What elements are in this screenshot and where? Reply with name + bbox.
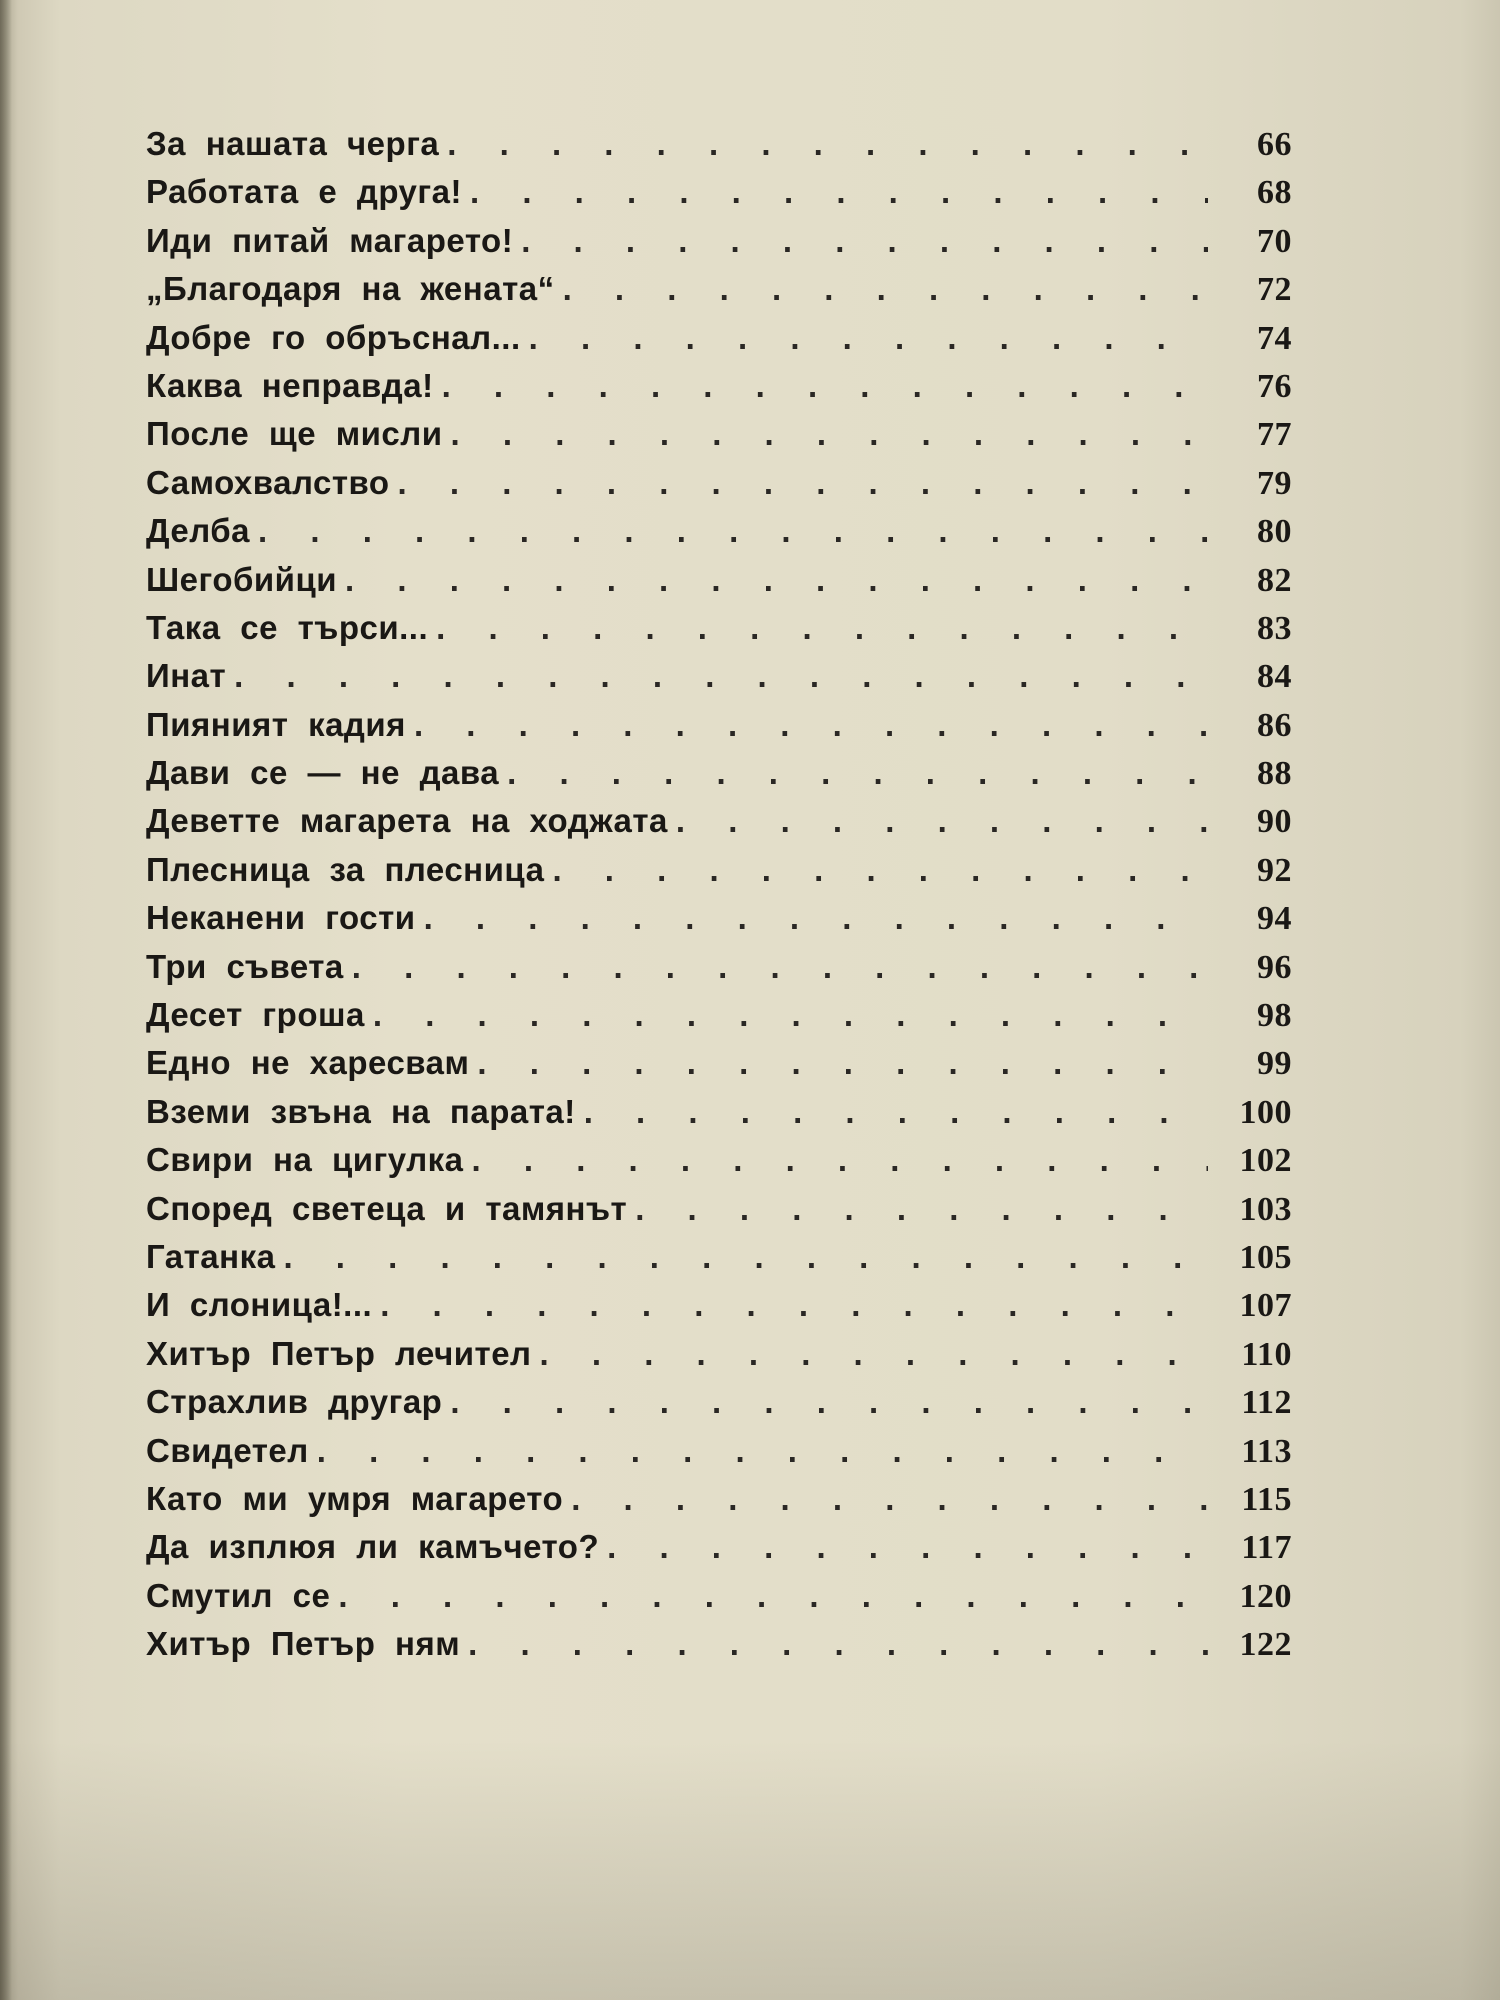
toc-entry-title: Шегобийци xyxy=(146,560,338,598)
toc-entry-page: 110 xyxy=(1241,1335,1292,1373)
toc-entry-page: 74 xyxy=(1257,319,1292,357)
toc-entry-page: 94 xyxy=(1257,900,1292,938)
toc-entry-page: 105 xyxy=(1239,1238,1292,1276)
dot-leader xyxy=(584,1093,1208,1131)
toc-entry-title: Пияният кадия xyxy=(146,705,406,743)
toc-entry-title: Да изплюя ли камъчето? xyxy=(146,1528,600,1566)
toc-entry-title: Самохвалство xyxy=(146,463,390,501)
dot-leader xyxy=(447,125,1208,163)
toc-entry-title: За нашата черга xyxy=(146,125,440,162)
toc-entry xyxy=(146,1528,1292,1576)
dot-leader xyxy=(373,996,1208,1034)
toc-entry-title: Три съвета xyxy=(146,947,344,985)
toc-entry xyxy=(146,609,1292,657)
toc-entry-page: 86 xyxy=(1257,706,1292,744)
toc-entry xyxy=(146,1190,1292,1238)
toc-entry xyxy=(146,706,1292,754)
toc-entry xyxy=(146,125,1292,173)
toc-entry xyxy=(146,1480,1292,1528)
toc-entry xyxy=(146,1093,1292,1141)
toc-entry-page: 92 xyxy=(1257,851,1292,889)
dot-leader xyxy=(398,464,1208,502)
toc-entry-title: Гатанка xyxy=(146,1237,276,1275)
toc-entry xyxy=(146,754,1292,802)
toc-entry xyxy=(146,512,1292,560)
toc-entry-page: 113 xyxy=(1241,1432,1292,1470)
dot-leader xyxy=(676,802,1208,840)
dot-leader xyxy=(380,1286,1208,1324)
toc-entry xyxy=(146,1238,1292,1286)
toc-entry xyxy=(146,657,1292,705)
toc-entry-title: Според светеца и тамянът xyxy=(146,1189,628,1227)
toc-entry xyxy=(146,1141,1292,1189)
toc-entry-page: 96 xyxy=(1257,948,1292,986)
toc-entry xyxy=(146,561,1292,609)
dot-leader xyxy=(472,1141,1208,1179)
dot-leader xyxy=(436,609,1208,647)
toc-entry-page: 79 xyxy=(1257,464,1292,502)
toc-entry-title: Делба xyxy=(146,512,251,550)
toc-entry-page: 82 xyxy=(1257,561,1292,599)
toc-entry-page: 77 xyxy=(1257,416,1292,454)
dot-leader xyxy=(470,173,1208,211)
dot-leader xyxy=(234,657,1208,695)
toc-entry xyxy=(146,270,1292,318)
toc-entry xyxy=(146,948,1292,996)
dot-leader xyxy=(571,1480,1208,1518)
dot-leader xyxy=(451,415,1208,453)
toc-entry-page: 70 xyxy=(1257,222,1292,260)
toc-entry xyxy=(146,222,1292,270)
toc-entry-title: Хитър Петър лечител xyxy=(146,1334,532,1372)
dot-leader xyxy=(414,706,1208,744)
toc-entry-page: 72 xyxy=(1257,271,1292,309)
toc-entry-title: Вземи звъна на парата! xyxy=(146,1092,576,1130)
toc-entry-page: 76 xyxy=(1257,367,1292,405)
toc-entry xyxy=(146,1577,1292,1625)
toc-entry-title: Деветте магарета на ходжата xyxy=(146,802,668,840)
toc-entry xyxy=(146,851,1292,899)
dot-leader xyxy=(607,1528,1208,1566)
toc-entry xyxy=(146,319,1292,367)
toc-entry-title: И слоница!... xyxy=(146,1286,373,1324)
dot-leader xyxy=(540,1335,1208,1373)
toc-entry-title: Свидетел xyxy=(146,1431,309,1469)
dot-leader xyxy=(317,1432,1208,1470)
table-of-contents xyxy=(146,125,1292,1674)
toc-entry-page: 66 xyxy=(1257,126,1292,163)
toc-entry-title: Като ми умря магарето xyxy=(146,1479,564,1517)
toc-entry-title: Инат xyxy=(146,657,227,695)
toc-entry-title: Десет гроша xyxy=(146,996,365,1034)
toc-entry xyxy=(146,367,1292,415)
toc-entry-title: После ще мисли xyxy=(146,415,443,453)
dot-leader xyxy=(424,899,1208,937)
toc-entry-page: 102 xyxy=(1239,1142,1292,1180)
dot-leader xyxy=(552,851,1208,889)
dot-leader xyxy=(477,1044,1208,1082)
toc-entry xyxy=(146,173,1292,221)
toc-entry-title: Свири на цигулка xyxy=(146,1141,464,1179)
toc-entry-page: 107 xyxy=(1239,1287,1292,1325)
toc-entry-title: Така се търси... xyxy=(146,608,429,646)
toc-entry-page: 88 xyxy=(1257,755,1292,793)
toc-entry-title: Неканени гости xyxy=(146,899,416,937)
toc-entry-title: Страхлив другар xyxy=(146,1383,443,1421)
toc-entry xyxy=(146,996,1292,1044)
toc-entry-page: 103 xyxy=(1239,1190,1292,1228)
dot-leader xyxy=(507,754,1208,792)
toc-entry-title: Иди питай магарето! xyxy=(146,221,514,259)
toc-entry xyxy=(146,802,1292,850)
dot-leader xyxy=(442,367,1208,405)
dot-leader xyxy=(258,512,1208,550)
toc-entry xyxy=(146,1625,1292,1673)
dot-leader xyxy=(345,561,1208,599)
dot-leader xyxy=(635,1190,1208,1228)
toc-entry xyxy=(146,415,1292,463)
toc-entry-title: Дави се — не дава xyxy=(146,754,500,792)
paper-shadow xyxy=(0,1740,1500,2000)
toc-entry-page: 122 xyxy=(1239,1626,1292,1664)
toc-entry-page: 112 xyxy=(1241,1384,1292,1422)
toc-entry-title: Плесница за плесница xyxy=(146,850,545,888)
dot-leader xyxy=(352,948,1208,986)
dot-leader xyxy=(563,270,1208,308)
toc-entry-title: Каква неправда! xyxy=(146,366,434,404)
toc-entry-page: 90 xyxy=(1257,803,1292,841)
toc-entry-title: Смутил се xyxy=(146,1576,331,1614)
dot-leader xyxy=(521,222,1208,260)
toc-entry xyxy=(146,1044,1292,1092)
toc-entry xyxy=(146,899,1292,947)
toc-entry-page: 98 xyxy=(1257,997,1292,1035)
toc-entry-page: 120 xyxy=(1239,1577,1292,1615)
toc-entry-page: 83 xyxy=(1257,609,1292,647)
toc-entry-title: Добре го обръснал... xyxy=(146,318,521,356)
toc-entry-title: Работата е друга! xyxy=(146,173,462,211)
toc-entry-page: 117 xyxy=(1241,1529,1292,1567)
toc-entry xyxy=(146,1335,1292,1383)
toc-entry xyxy=(146,464,1292,512)
toc-entry-title: Хитър Петър ням xyxy=(146,1625,461,1663)
toc-entry-title: Едно не харесвам xyxy=(146,1044,470,1082)
toc-entry xyxy=(146,1432,1292,1480)
toc-entry-page: 68 xyxy=(1257,174,1292,212)
toc-entry-page: 99 xyxy=(1257,1045,1292,1083)
dot-leader xyxy=(468,1625,1208,1663)
toc-entry-page: 115 xyxy=(1241,1480,1292,1518)
toc-entry xyxy=(146,1383,1292,1431)
dot-leader xyxy=(283,1238,1208,1276)
dot-leader xyxy=(529,319,1208,357)
toc-entry xyxy=(146,1286,1292,1334)
page-binding-edge xyxy=(0,0,12,2000)
toc-entry-page: 100 xyxy=(1239,1093,1292,1131)
dot-leader xyxy=(338,1577,1208,1615)
toc-entry-page: 84 xyxy=(1257,658,1292,696)
toc-entry-page: 80 xyxy=(1257,513,1292,551)
toc-entry-title: „Благодаря на жената“ xyxy=(146,270,555,308)
dot-leader xyxy=(450,1383,1208,1421)
